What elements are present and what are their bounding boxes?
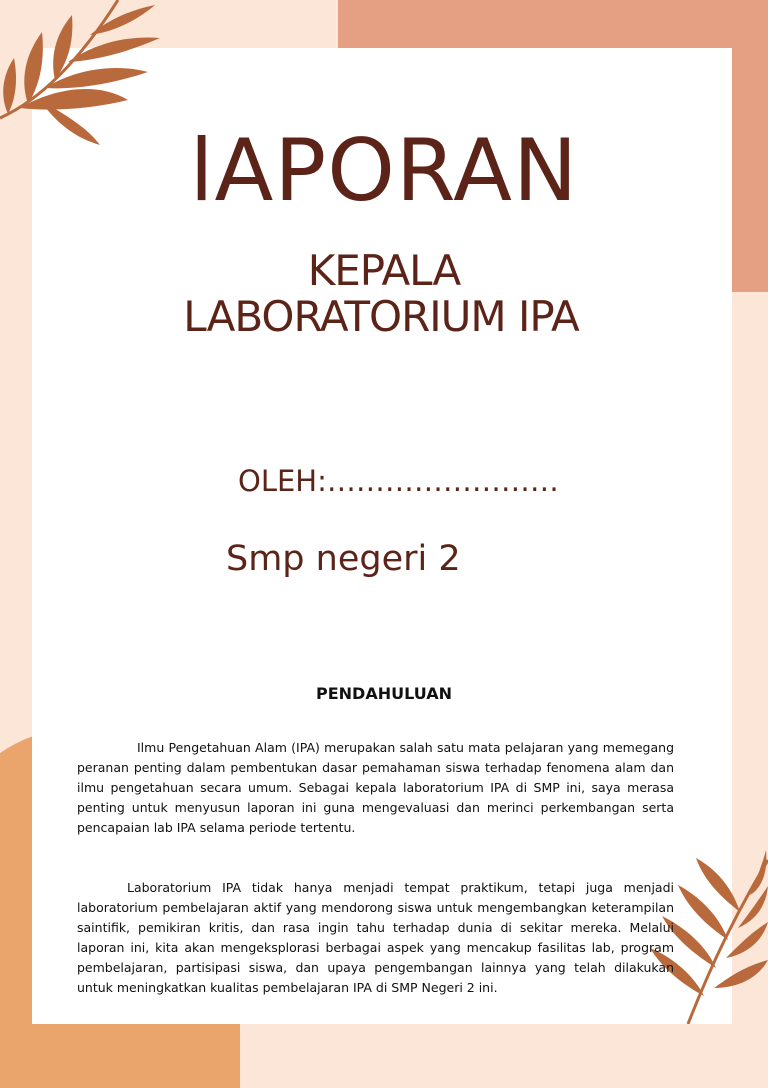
document-title: lAPORAN (189, 121, 579, 221)
intro-paragraph-2: Laboratorium IPA tidak hanya menjadi tempat praktikum, tetapi juga menjadi laboratorium pembelajaran aktif yang mendorong siswa untuk mengembangkan keterampilan saintifik, pemikiran kritis, dan rasa ingin tahu terhadap dunia di sekitar mereka. Melalui laporan ini, kita akan mengeksplorasi berbagai aspek yang mencakup fasilitas lab, program pembelajaran, partisipasi siswa, dan upaya pengembangan lainnya yang telah dilakukan untuk meningkatkan kualitas pembelajaran IPA di SMP Negeri 2 ini. (77, 880, 674, 995)
subtitle-line-2: LABORATORIUM IPA (183, 292, 579, 341)
school-name: Smp negeri 2 (226, 539, 461, 579)
subtitle-line-1: KEPALA (307, 246, 461, 295)
intro-paragraph-1: Ilmu Pengetahuan Alam (IPA) merupakan salah satu mata pelajaran yang memegang peranan penting dalam pembentukan dasar pemahaman siswa terhadap fenomena alam dan ilmu pengetahuan secara umum. Sebagai kepala laboratorium IPA di SMP ini, saya merasa penting untuk menyusun laporan ini guna mengevaluasi dan merinci perkembangan serta pencapaian lab IPA selama periode tertentu. (77, 740, 674, 835)
author-label: OLEH:…………………… (238, 464, 559, 498)
section-heading: PENDAHULUAN (316, 684, 452, 703)
